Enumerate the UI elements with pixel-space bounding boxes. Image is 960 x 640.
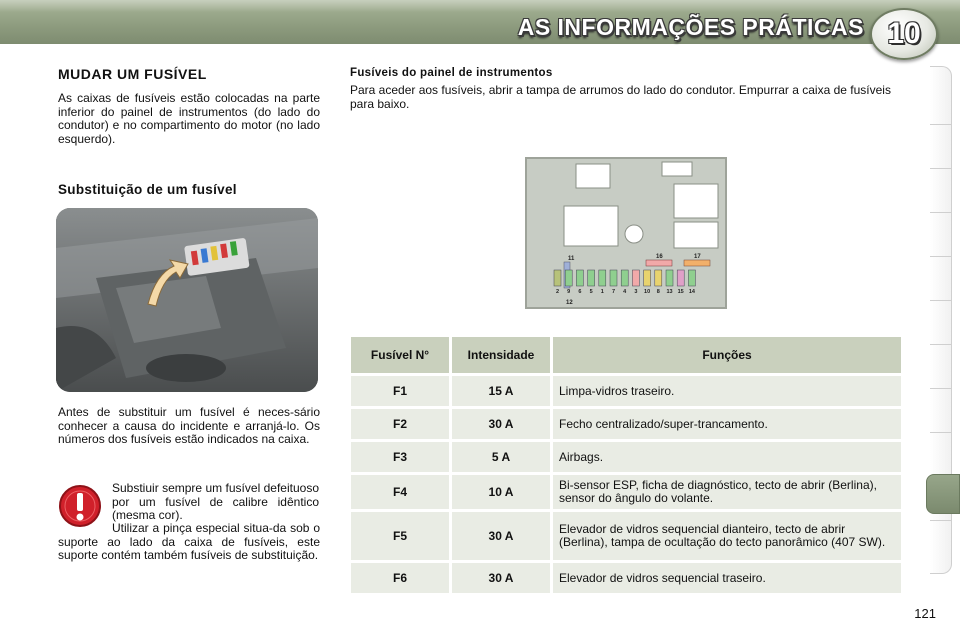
fuse-label-13: 13 [666, 289, 673, 295]
column-header-functions: Funções [553, 337, 901, 373]
fuse-amperage: 10 A [452, 475, 550, 509]
fuse-slot-14 [688, 270, 695, 286]
fuse-label-3: 3 [634, 289, 638, 295]
fuse-slot-5 [588, 270, 595, 286]
fuse-function: Fecho centralizado/super-trancamento. [553, 409, 901, 439]
warning-paragraph-2: Utilizar a pinça especial situa-da sob o suporte ao lado da caixa de fusíveis, este suporte contém também fusíveis de substituição. [58, 521, 320, 562]
table-row [351, 563, 901, 593]
table-row [351, 442, 901, 472]
chapter-badge [870, 8, 938, 60]
fuse-number: F1 [351, 376, 449, 406]
fuse-label-4: 4 [623, 289, 627, 295]
diagram-label-top-17: 17 [694, 254, 701, 260]
column-header-amperage: Intensidade [452, 337, 550, 373]
fuse-function: Elevador de vidros sequencial traseiro. [553, 563, 901, 593]
fuse-number: F4 [351, 475, 449, 509]
table-row [351, 376, 901, 406]
table-header-row [351, 337, 901, 373]
fuse-box-diagram [524, 156, 728, 312]
fuse-slot-8 [655, 270, 662, 286]
fuse-slot-4 [621, 270, 628, 286]
header-banner [0, 0, 960, 60]
fuse-label-6: 6 [578, 289, 582, 295]
fuse-box-photo [56, 208, 318, 392]
fuse-label-2: 2 [555, 289, 560, 295]
sub-heading: Substituição de um fusível [58, 182, 237, 197]
fuse-slot-13 [666, 270, 673, 286]
page-number: 121 [914, 606, 936, 621]
fuse-slot-1 [599, 270, 606, 286]
fuse-slot-16 [646, 260, 672, 266]
fuse-label-8: 8 [656, 289, 660, 295]
fuse-number: F3 [351, 442, 449, 472]
fuse-function: Limpa-vidros traseiro. [553, 376, 901, 406]
fuse-slot-10 [644, 270, 651, 286]
fuse-number: F2 [351, 409, 449, 439]
fuse-amperage: 5 A [452, 442, 550, 472]
chapter-number: 10 [887, 17, 921, 50]
fuse-slot-2 [554, 270, 561, 286]
fuse-slot-7 [610, 270, 617, 286]
intro-paragraph: As caixas de fusíveis estão colocadas na parte inferior do painel de instrumentos (do lado do condutor) e no compartimento do motor (no lado esquerdo). [58, 91, 320, 146]
fuse-box-photo-illustration [56, 208, 318, 392]
panel-fuses-heading: Fusíveis do painel de instrumentos [350, 67, 553, 79]
fuse-label-1: 1 [600, 289, 604, 295]
fuse-function: Bi-sensor ESP, ficha de diagnóstico, tecto de abrir (Berlina), sensor do ângulo do volante. [553, 475, 901, 509]
fuse-slot-17 [684, 260, 710, 266]
table-row [351, 409, 901, 439]
warning-paragraph-1: Substiuir sempre um fusível defeituoso por um fusível de calibre idêntico (mesma cor). [112, 481, 319, 522]
fuse-amperage: 30 A [452, 409, 550, 439]
fuse-number: F5 [351, 512, 449, 560]
main-heading: MUDAR UM FUSÍVEL [58, 66, 207, 82]
fuse-amperage: 30 A [452, 512, 550, 560]
fuse-slot-3 [632, 270, 639, 286]
fuse-label-14: 14 [688, 289, 695, 295]
fuse-function: Elevador de vidros sequencial dianteiro, tecto de abrir (Berlina), tampa de ocultação do tecto panorâmico (407 SW). [553, 512, 901, 560]
table-row [351, 475, 901, 509]
diagram-label-top-11: 11 [568, 256, 575, 262]
table-row [351, 512, 901, 560]
fuse-slot-9 [565, 270, 572, 286]
diagram-label-below-12: 12 [566, 300, 573, 306]
fuse-slot-6 [576, 270, 583, 286]
fuse-table [348, 334, 904, 596]
diagram-label-top-16: 16 [656, 254, 663, 260]
before-replacing-paragraph: Antes de substituir um fusível é neces-sário conhecer a causa do incidente e arranjá-lo. Os números dos fusíveis estão indicados na caixa. [58, 405, 320, 446]
section-title: AS INFORMAÇÕES PRÁTICAS [517, 14, 864, 40]
fuse-label-5: 5 [589, 289, 593, 295]
fuse-label-9: 9 [567, 289, 571, 295]
panel-fuses-paragraph: Para aceder aos fusíveis, abrir a tampa de arrumos do lado do condutor. Empurrar a caixa de fusíveis para baixo. [350, 83, 891, 111]
fuse-label-7: 7 [611, 289, 616, 295]
fuse-amperage: 30 A [452, 563, 550, 593]
fuse-function: Airbags. [553, 442, 901, 472]
fuse-number: F6 [351, 563, 449, 593]
fuse-amperage: 15 A [452, 376, 550, 406]
active-chapter-tab[interactable] [926, 474, 960, 514]
column-header-fuse: Fusível N° [351, 337, 449, 373]
fuse-slot-15 [677, 270, 684, 286]
fuse-label-15: 15 [677, 289, 684, 295]
fuse-label-10: 10 [644, 289, 651, 295]
